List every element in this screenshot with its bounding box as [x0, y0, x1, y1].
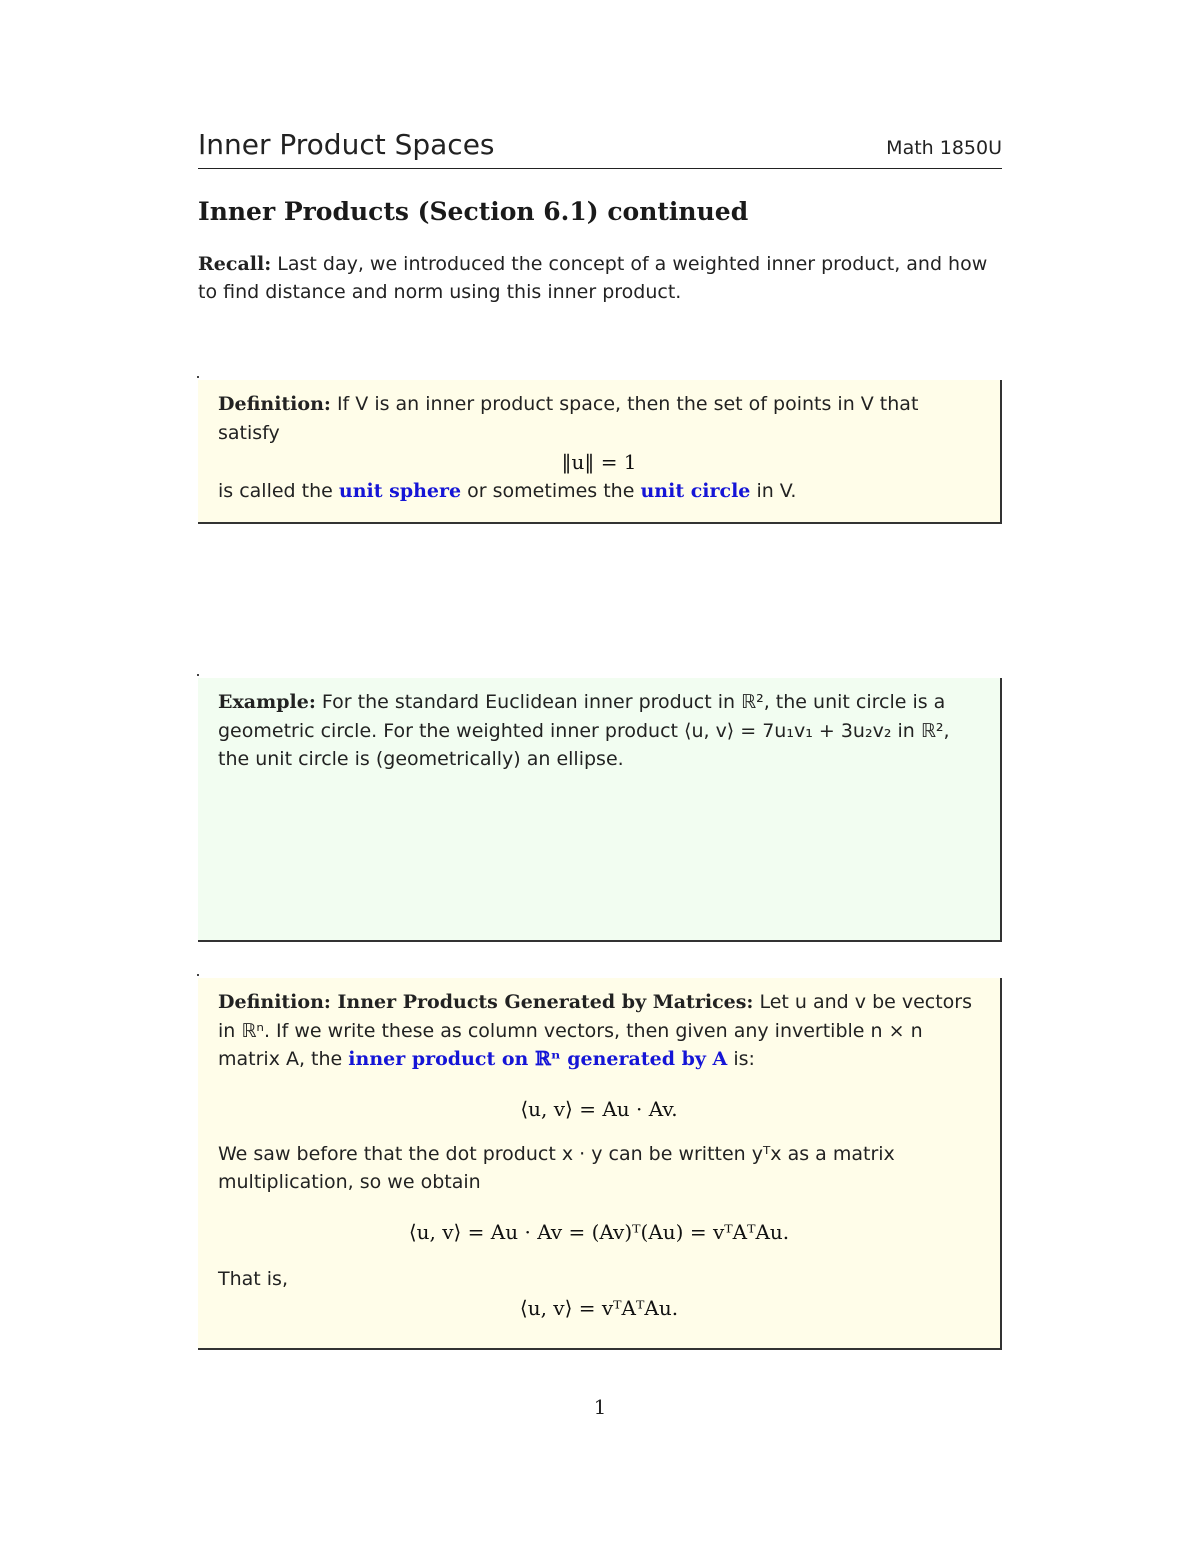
matrix-equation-1: ⟨u, v⟩ = Au · Av.	[520, 1096, 678, 1121]
matrix-definition-text-4: That is,	[218, 1267, 288, 1290]
page-header	[198, 128, 1002, 169]
definition-lead: Definition:	[218, 393, 331, 415]
course-code: Math 1850U	[886, 137, 1002, 159]
matrix-equation-3: ⟨u, v⟩ = vᵀAᵀAu.	[519, 1296, 679, 1320]
recall-text: Last day, we introduced the concept of a weighted inner product, and how to find distance and norm using this inner product.	[198, 253, 988, 303]
conclusion-text-1: is called the	[218, 480, 333, 502]
matrix-definition-text-2: is:	[733, 1048, 755, 1070]
matrix-definition-text-1: Let u and v be vectors in ℝⁿ. If we write these as column vectors, then given any invertible n × n matrix A, the	[218, 991, 973, 1070]
definition-matrix-ip-box	[198, 978, 1002, 1350]
example-lead: Example:	[218, 691, 316, 713]
example-ellipse-box	[198, 678, 1002, 942]
definition-conclusion	[218, 477, 980, 506]
matrix-definition-text-3: We saw before that the dot product x · y can be written yᵀx as a matrix multiplication, so we obtain	[218, 1142, 895, 1193]
document-title: Inner Product Spaces	[198, 128, 495, 161]
unit-norm-equation: ‖u‖ = 1	[561, 450, 637, 474]
recall-lead: Recall:	[198, 253, 272, 275]
term-inner-product-generated-by-a: inner product on ℝⁿ generated by A	[348, 1048, 728, 1070]
example-text: For the standard Euclidean inner product in ℝ², the unit circle is a geometric circle. For the weighted inner product ⟨u, v⟩ = 7u₁v₁ + 3u₂v₂ in ℝ², the unit circle is (geometrically) an ellipse.	[218, 691, 950, 770]
term-unit-sphere: unit sphere	[338, 480, 462, 502]
definition-text: If V is an inner product space, then the set of points in V that satisfy	[218, 393, 919, 444]
matrix-definition-intro	[218, 988, 980, 1074]
definition-unit-sphere-box	[198, 380, 1002, 524]
section-heading: Inner Products (Section 6.1) continued	[198, 197, 749, 226]
conclusion-text-2: or sometimes the	[467, 480, 635, 502]
matrix-definition-lead: Definition: Inner Products Generated by Matrices:	[218, 991, 754, 1013]
recall-paragraph	[198, 250, 1002, 306]
conclusion-text-3: in V.	[756, 480, 797, 502]
page-number: 1	[593, 1395, 607, 1419]
term-unit-circle: unit circle	[640, 480, 751, 502]
matrix-equation-2: ⟨u, v⟩ = Au · Av = (Av)ᵀ(Au) = vᵀAᵀAu.	[408, 1219, 790, 1244]
definition-intro	[218, 390, 980, 447]
